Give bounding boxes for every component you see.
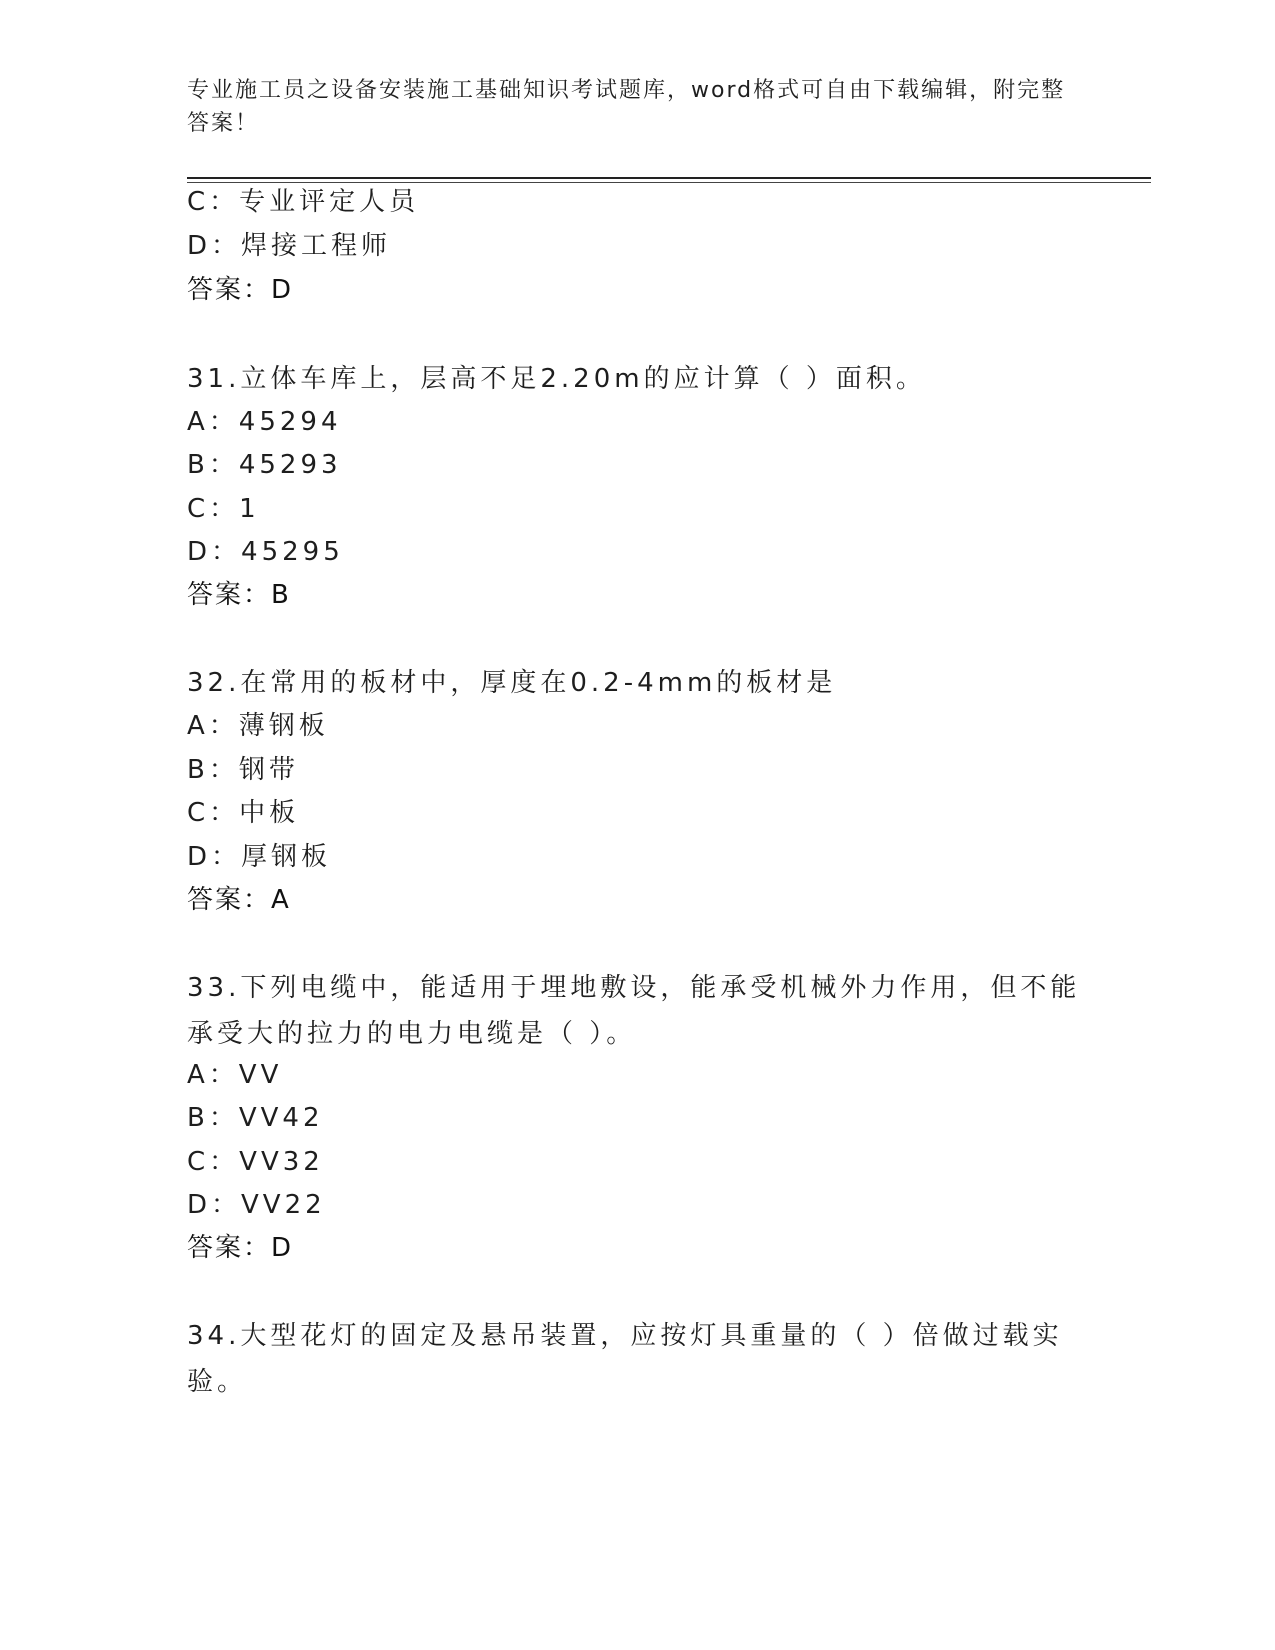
question-33-option-d: D：VV22 — [187, 1190, 326, 1220]
question-31-answer: 答案：B — [187, 580, 291, 610]
question-32-option-a: A：薄钢板 — [187, 711, 329, 741]
question-31-option-a: A：45294 — [187, 407, 342, 437]
question-32-answer: 答案：A — [187, 885, 291, 915]
question-33-option-b: B：VV42 — [187, 1103, 324, 1133]
question-32-option-d: D：厚钢板 — [187, 842, 332, 872]
document-header: 专业施工员之设备安装施工基础知识考试题库，word格式可自由下载编辑，附完整答案！ — [187, 78, 1066, 136]
header-rule-thin — [187, 182, 1151, 183]
question-32-stem: 32.在常用的板材中，厚度在0.2-4mm的板材是 — [187, 668, 837, 698]
question-31-option-b: B：45293 — [187, 450, 342, 480]
question-31-stem: 31.立体车库上，层高不足2.20m的应计算（ ）面积。 — [187, 364, 926, 394]
question-31-option-d: D：45295 — [187, 537, 344, 567]
header-rule-thick — [187, 177, 1151, 179]
question-32-option-c: C：中板 — [187, 798, 300, 828]
prev-option-d: D：焊接工程师 — [187, 231, 392, 261]
question-33-option-a: A：VV — [187, 1060, 283, 1090]
question-31-option-c: C：1 — [187, 494, 260, 524]
question-32-option-b: B：钢带 — [187, 755, 299, 785]
question-34-stem: 34.大型花灯的固定及悬吊装置，应按灯具重量的（ ）倍做过载实验。 — [187, 1321, 1063, 1397]
question-33-stem: 33.下列电缆中，能适用于埋地敷设，能承受机械外力作用，但不能承受大的拉力的电力电缆是（ ）。 — [187, 973, 1081, 1049]
prev-answer: 答案：D — [187, 275, 294, 305]
question-33-option-c: C：VV32 — [187, 1147, 324, 1177]
prev-option-c: C：专业评定人员 — [187, 187, 420, 217]
question-33-answer: 答案：D — [187, 1233, 294, 1263]
